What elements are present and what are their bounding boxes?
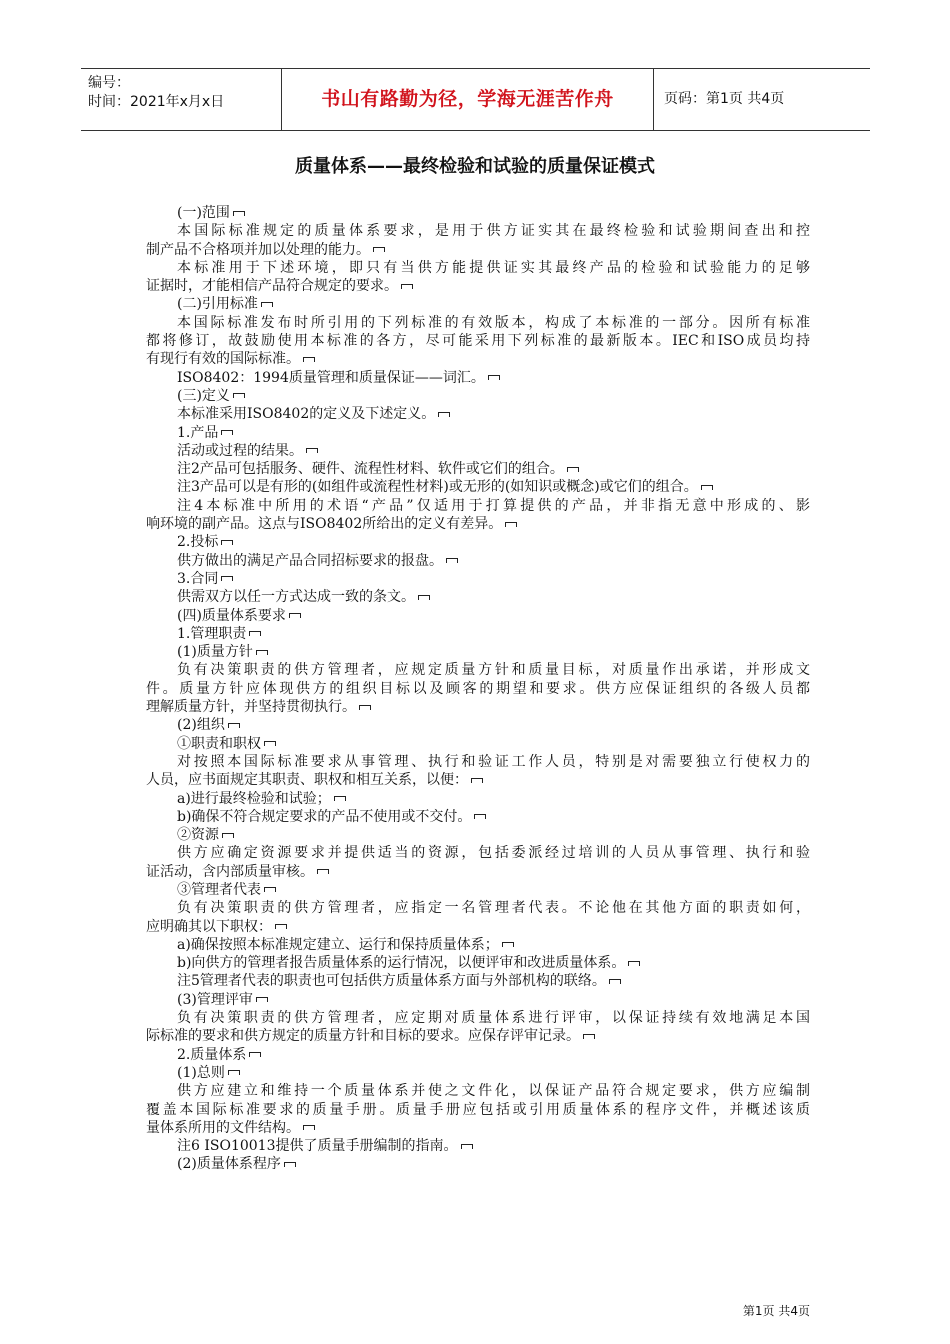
paragraph-mark-icon: [583, 1034, 595, 1039]
paragraph-mark-icon: [222, 833, 234, 838]
page-header: [81, 68, 870, 131]
text-line-content: 都将修订，故鼓励使用本标准的各方，尽可能采用下列标准的最新版本。IEC和ISO成员均持: [146, 333, 810, 350]
paragraph-mark-icon: [373, 247, 385, 252]
text-line-content: 供需双方以任一方式达成一致的条文。: [177, 589, 415, 606]
text-line: [146, 918, 810, 936]
text-line-content: (1)质量方针: [177, 644, 253, 661]
text-line-content: 理解质量方针，并坚持贯彻执行。: [146, 699, 356, 716]
paragraph-mark-icon: [275, 924, 287, 929]
paragraph-mark-icon: [249, 631, 261, 636]
text-line-content: 供方应确定资源要求并提供适当的资源，包括委派经过培训的人员从事管理、执行和验: [177, 845, 810, 862]
paragraph-mark-icon: [359, 705, 371, 710]
paragraph-mark-icon: [256, 997, 268, 1002]
text-line: [146, 881, 810, 899]
header-motto: 书山有路勤为径，学海无涯苦作舟: [282, 69, 654, 130]
text-line-content: 证活动，含内部质量审核。: [146, 863, 314, 880]
text-line: [146, 735, 810, 753]
text-line-content: 响环境的副产品。这点与ISO8402所给出的定义有差异。: [146, 516, 503, 533]
text-line: [146, 442, 810, 460]
paragraph-mark-icon: [567, 467, 579, 472]
paragraph-mark-icon: [228, 1070, 240, 1075]
text-line: [146, 607, 810, 625]
text-line-content: (三)定义: [177, 387, 230, 404]
doc-number-label: 编号：: [88, 75, 130, 91]
text-line: [146, 1064, 810, 1082]
text-line: [146, 954, 810, 972]
text-line: [146, 460, 810, 478]
text-line: [146, 899, 810, 917]
text-line-content: 负有决策职责的供方管理者，应规定质量方针和质量目标，对质量作出承诺，并形成文: [177, 662, 810, 679]
text-line-content: (一)范围: [177, 205, 230, 221]
text-line: [146, 716, 810, 734]
text-line-content: b)确保不符合规定要求的产品不使用或不交付。: [177, 808, 472, 825]
paragraph-mark-icon: [488, 375, 500, 380]
text-line: [146, 661, 810, 679]
text-line-content: 负有决策职责的供方管理者，应定期对质量体系进行评审，以保证持续有效地满足本国: [177, 1010, 810, 1027]
text-line-content: 供方应建立和维持一个质量体系并使之文件化，以保证产品符合规定要求，供方应编制: [177, 1083, 810, 1100]
text-line: [146, 515, 810, 533]
paragraph-mark-icon: [317, 869, 329, 874]
text-line-content: 制产品不合格项并加以处理的能力。: [146, 241, 370, 258]
text-line-content: (二)引用标准: [177, 296, 258, 313]
text-line: [146, 222, 810, 240]
text-line-content: 注5管理者代表的职责也可包括供方质量体系方面与外部机构的联络。: [177, 973, 606, 990]
text-line: [146, 625, 810, 643]
text-line-content: ②资源: [177, 827, 219, 844]
text-line: [146, 295, 810, 313]
text-line: [146, 204, 810, 222]
document-title: 质量体系——最终检验和试验的质量保证模式: [295, 156, 655, 177]
text-line-content: 件。质量方针应体现供方的组织目标以及顾客的期望和要求。供方应保证组织的各级人员都: [146, 680, 810, 697]
text-line: [146, 771, 810, 789]
paragraph-mark-icon: [221, 540, 233, 545]
text-line-content: 量体系所用的文件结构。: [146, 1119, 300, 1136]
text-line-content: (2)组织: [177, 717, 225, 734]
text-line: [146, 1101, 810, 1119]
text-line: [146, 424, 810, 442]
paragraph-mark-icon: [303, 357, 315, 362]
text-line-content: 注6 ISO10013提供了质量手册编制的指南。: [177, 1138, 458, 1155]
text-line: [146, 1046, 810, 1064]
text-line: [146, 314, 810, 332]
text-line: [146, 1082, 810, 1100]
paragraph-mark-icon: [306, 448, 318, 453]
text-line-content: 本国际标准发布时所引用的下列标准的有效版本，构成了本标准的一部分。因所有标准: [177, 314, 810, 331]
text-line-content: 2.质量体系: [177, 1046, 247, 1063]
text-line: [146, 826, 810, 844]
text-line-content: (四)质量体系要求: [177, 607, 286, 624]
paragraph-mark-icon: [471, 778, 483, 783]
text-line: [146, 753, 810, 771]
text-line-content: 有现行有效的国际标准。: [146, 351, 300, 368]
text-line: [146, 991, 810, 1009]
paragraph-mark-icon: [438, 412, 450, 417]
text-line: [146, 588, 810, 606]
text-line-content: 本标准用于下述环境，即只有当供方能提供证实其最终产品的检验和试验能力的足够: [177, 259, 810, 276]
document-body: [146, 204, 810, 1174]
text-line: [146, 1137, 810, 1155]
paragraph-mark-icon: [502, 942, 514, 947]
paragraph-mark-icon: [256, 650, 268, 655]
text-line-content: 际标准的要求和供方规定的质量方针和目标的要求。应保存评审记录。: [146, 1028, 580, 1045]
paragraph-mark-icon: [609, 979, 621, 984]
text-line-content: b)向供方的管理者报告质量体系的运行情况，以便评审和改进质量体系。: [177, 955, 626, 972]
text-line-content: 1.管理职责: [177, 625, 247, 642]
paragraph-mark-icon: [289, 613, 301, 618]
text-line: [146, 533, 810, 551]
text-line: [146, 1119, 810, 1137]
text-line: [146, 570, 810, 588]
text-line: [146, 497, 810, 515]
text-line: [146, 241, 810, 259]
text-line: [146, 972, 810, 990]
text-line-content: (2)质量体系程序: [177, 1156, 281, 1173]
text-line-content: 本国际标准规定的质量体系要求，是用于供方证实其在最终检验和试验期间查出和控: [177, 223, 810, 240]
paragraph-mark-icon: [264, 741, 276, 746]
text-line-content: (3)管理评审: [177, 991, 253, 1008]
text-line: [146, 259, 810, 277]
text-line: [146, 643, 810, 661]
text-line: [146, 405, 810, 423]
text-line: [146, 552, 810, 570]
text-line-content: 应明确其以下职权：: [146, 918, 272, 935]
text-line: [146, 387, 810, 405]
text-line: [146, 369, 810, 387]
text-line-content: 人员，应书面规定其职责、职权和相互关系，以便：: [146, 772, 468, 789]
paragraph-mark-icon: [261, 302, 273, 307]
text-line: [146, 1027, 810, 1045]
paragraph-mark-icon: [221, 576, 233, 581]
paragraph-mark-icon: [446, 558, 458, 563]
text-line-content: 3.合同: [177, 570, 219, 587]
text-line-content: 注3产品可以是有形的(如组件或流程性材料)或无形的(如知识或概念)或它们的组合。: [177, 479, 698, 496]
header-meta: [81, 69, 282, 130]
paragraph-mark-icon: [505, 522, 517, 527]
text-line-content: 本标准采用ISO8402的定义及下述定义。: [177, 406, 436, 423]
text-line-content: 2.投标: [177, 534, 219, 551]
text-line-content: 注4本标准中所用的术语“产品”仅适用于打算提供的产品，并非指无意中形成的、影: [177, 497, 810, 514]
text-line: [146, 1009, 810, 1027]
paragraph-mark-icon: [461, 1144, 473, 1149]
text-line-content: a)进行最终检验和试验；: [177, 790, 331, 807]
text-line: [146, 277, 810, 295]
text-line-content: ③管理者代表: [177, 881, 261, 898]
text-line: [146, 936, 810, 954]
text-line: [146, 1155, 810, 1173]
text-line-content: (1)总则: [177, 1064, 225, 1081]
text-line-content: ①职责和职权: [177, 735, 261, 752]
header-page-info: 页码：第1页 共4页: [664, 91, 785, 107]
text-line: [146, 698, 810, 716]
paragraph-mark-icon: [221, 430, 233, 435]
paragraph-mark-icon: [401, 284, 413, 289]
paragraph-mark-icon: [418, 595, 430, 600]
paragraph-mark-icon: [233, 393, 245, 398]
text-line: [146, 332, 810, 350]
doc-time-label: 时间：2021年x月x日: [88, 94, 225, 110]
text-line-content: 注2产品可包括服务、硬件、流程性材料、软件或它们的组合。: [177, 461, 564, 478]
text-line-content: 负有决策职责的供方管理者，应指定一名管理者代表。不论他在其他方面的职责如何，: [177, 900, 810, 917]
paragraph-mark-icon: [264, 887, 276, 892]
text-line-content: 证据时，才能相信产品符合规定的要求。: [146, 278, 398, 295]
text-line-content: 对按照本国际标准要求从事管理、执行和验证工作人员，特别是对需要独立行使权力的: [177, 753, 810, 770]
text-line-content: 1.产品: [177, 424, 219, 441]
paragraph-mark-icon: [474, 814, 486, 819]
text-line: [146, 350, 810, 368]
paragraph-mark-icon: [228, 723, 240, 728]
text-line: [146, 844, 810, 862]
text-line-content: a)确保按照本标准规定建立、运行和保持质量体系；: [177, 936, 499, 953]
text-line: [146, 680, 810, 698]
text-line-content: 覆盖本国际标准要求的质量手册。质量手册应包括或引用质量体系的程序文件，并概述该质: [146, 1101, 810, 1118]
paragraph-mark-icon: [628, 961, 640, 966]
text-line: [146, 863, 810, 881]
paragraph-mark-icon: [284, 1162, 296, 1167]
paragraph-mark-icon: [701, 485, 713, 490]
paragraph-mark-icon: [233, 211, 245, 216]
text-line: [146, 808, 810, 826]
text-line-content: 活动或过程的结果。: [177, 442, 303, 459]
paragraph-mark-icon: [303, 1125, 315, 1130]
text-line-content: 供方做出的满足产品合同招标要求的报盘。: [177, 552, 443, 569]
paragraph-mark-icon: [334, 796, 346, 801]
text-line: [146, 478, 810, 496]
text-line-content: ISO8402：1994质量管理和质量保证——词汇。: [177, 369, 485, 386]
text-line: [146, 790, 810, 808]
page-footer: 第1页 共4页: [742, 1304, 810, 1318]
paragraph-mark-icon: [249, 1052, 261, 1057]
